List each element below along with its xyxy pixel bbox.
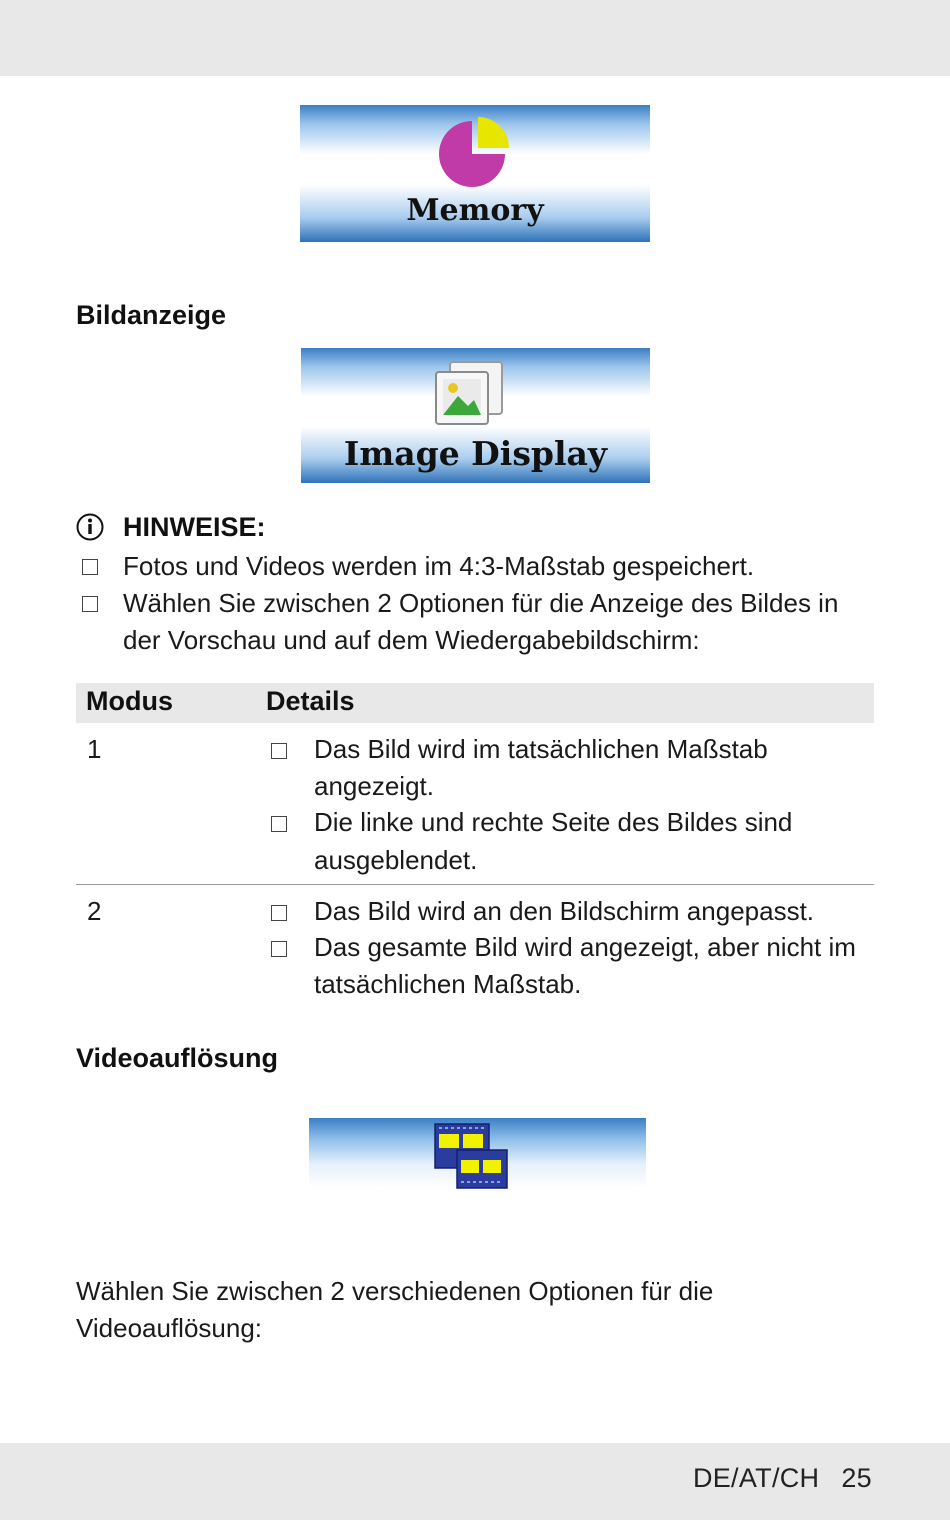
notes-item-2: Wählen Sie zwischen 2 Optionen für die Anzeige des Bildes in <box>123 588 839 618</box>
row2-line-2: Das gesamte Bild wird angezeigt, aber nicht im <box>314 932 856 962</box>
table-row-1-mode: 1 <box>87 734 102 764</box>
memory-screen <box>300 105 650 242</box>
notes-title: HINWEISE: <box>123 512 266 542</box>
row1-bullet-2 <box>271 816 287 832</box>
notes-item-2-cont: der Vorschau und auf dem Wiedergabebildschirm: <box>123 625 700 655</box>
row1-line-1: Das Bild wird im tatsächlichen Maßstab <box>314 734 768 764</box>
page-number: 25 <box>841 1463 872 1493</box>
row1-line-4: ausgeblendet. <box>314 845 478 875</box>
row1-bullet-1 <box>271 743 287 759</box>
table-row-2-mode: 2 <box>87 896 102 926</box>
table-header-details: Details <box>266 686 355 716</box>
video-paragraph-line-2: Videoauflösung: <box>76 1313 263 1343</box>
memory-label: Memory <box>406 193 544 228</box>
notes-item-1: Fotos und Videos werden im 4:3-Maßstab gespeichert. <box>123 551 755 581</box>
video-resolution-screen <box>309 1118 646 1188</box>
gallery-icon <box>434 360 508 426</box>
image-display-heading: Bildanzeige <box>76 300 227 330</box>
row2-bullet-2 <box>271 941 287 957</box>
notes-bullet-1 <box>82 559 98 575</box>
table-header-mode: Modus <box>86 686 173 716</box>
video-resolution-icon <box>433 1122 513 1192</box>
info-icon <box>76 513 104 541</box>
row2-bullet-1 <box>271 905 287 921</box>
table-row-divider <box>76 884 874 885</box>
page-top-band <box>0 0 950 76</box>
footer-region: DE/AT/CH <box>692 1463 820 1493</box>
row1-line-3: Die linke und rechte Seite des Bildes sind <box>314 807 793 837</box>
notes-bullet-2 <box>82 596 98 612</box>
image-display-label: Image Display <box>343 434 608 473</box>
row2-line-3: tatsächlichen Maßstab. <box>314 969 582 999</box>
row1-line-2: angezeigt. <box>314 771 434 801</box>
video-heading: Videoauflösung <box>76 1043 279 1073</box>
table-header <box>76 683 874 723</box>
memory-pie-icon <box>430 109 520 199</box>
video-paragraph-line-1: Wählen Sie zwischen 2 verschiedenen Optionen für die <box>76 1276 714 1306</box>
page-footer <box>693 1463 872 1494</box>
row2-line-1: Das Bild wird an den Bildschirm angepasst. <box>314 896 815 926</box>
image-display-screen <box>301 348 650 483</box>
